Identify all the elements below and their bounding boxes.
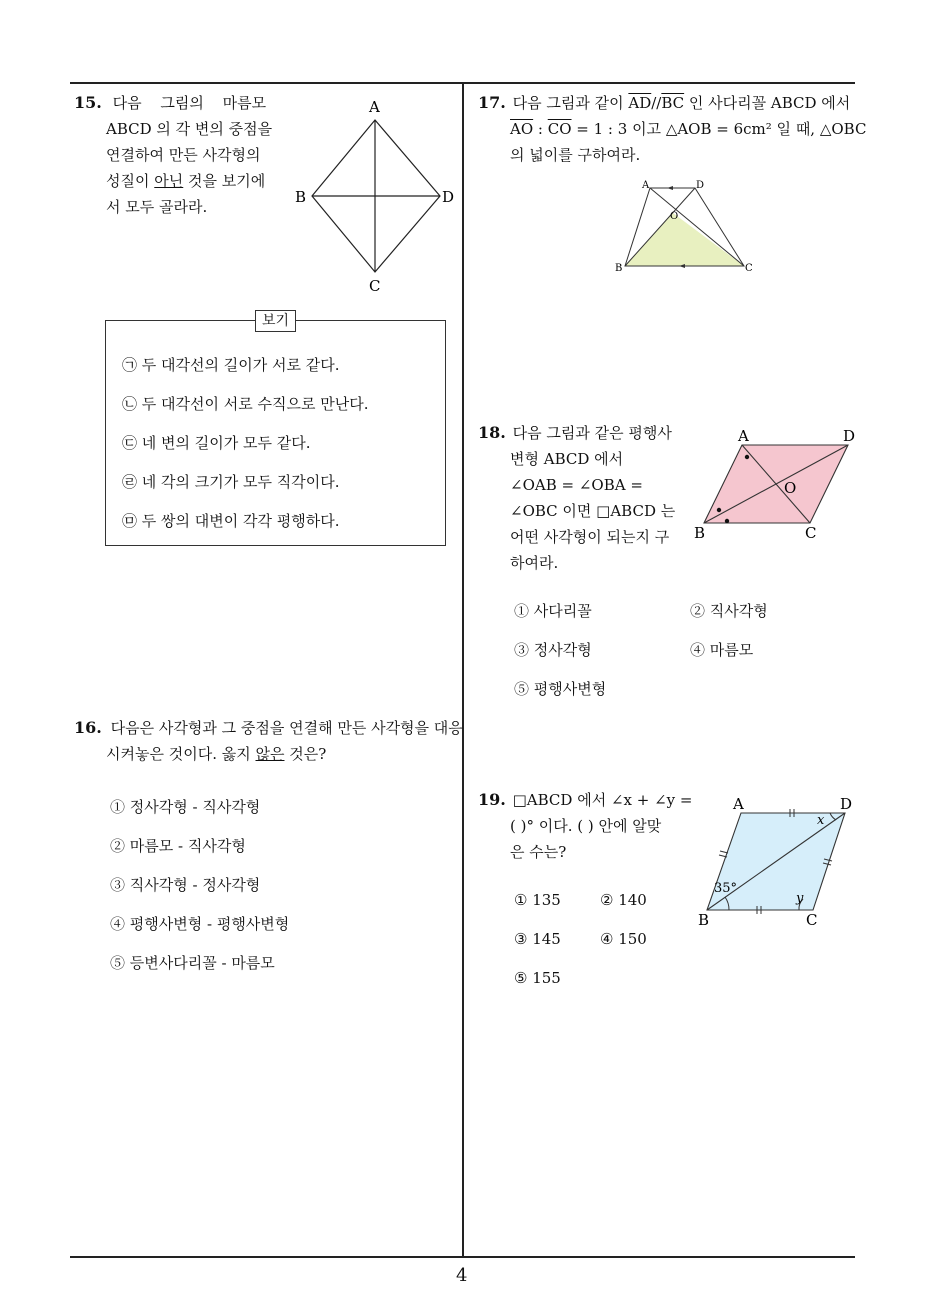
triangle-obc <box>625 213 744 266</box>
answer-option[interactable]: ① 정사각형 - 직사각형 <box>110 798 261 816</box>
answer-option[interactable]: ⑤ 155 <box>514 969 561 987</box>
example-item: ㉢ 네 변의 길이가 모두 같다. <box>122 434 311 452</box>
question-text: 다음 그림과 같은 평행사 <box>512 424 672 442</box>
label-d: D <box>696 180 705 191</box>
question-number: 17. <box>478 93 506 112</box>
angle-x-label: x <box>817 813 825 828</box>
parallel-sign: // <box>651 94 662 112</box>
angle-dot-icon <box>725 519 729 523</box>
question-text: 다음은 사각형과 그 중점을 연결해 만든 사각형을 대응 <box>110 719 463 737</box>
question-text: = 1 : 3 이고 △AOB = 6cm² 일 때, △OBC <box>571 120 867 138</box>
angle-dot-icon <box>717 508 721 512</box>
question-text: 시켜놓은 것이다. 옳지 <box>106 745 251 763</box>
question-text: ABCD 의 각 변의 중점을 <box>106 120 273 138</box>
answer-option[interactable]: ⑤ 평행사변형 <box>514 680 607 698</box>
answer-option[interactable]: ① 135 <box>514 891 561 909</box>
answer-option[interactable]: ③ 정사각형 <box>514 641 592 659</box>
label-d: D <box>442 188 455 206</box>
label-o: O <box>670 211 679 222</box>
label-a: A <box>733 795 744 813</box>
label-a: A <box>642 180 650 191</box>
answer-option[interactable]: ② 마름모 - 직사각형 <box>110 837 246 855</box>
question-text: 하여라. <box>510 554 559 572</box>
question-number: 18. <box>478 423 506 442</box>
answer-option[interactable]: ③ 직사각형 - 정사각형 <box>110 876 261 894</box>
example-item: ㉤ 두 쌍의 대변이 각각 평행하다. <box>122 512 340 530</box>
label-c: C <box>806 911 818 929</box>
question-text: 서 모두 골라라. <box>106 198 208 216</box>
angle-y-label: y <box>796 891 804 906</box>
answer-option[interactable]: ① 사다리꼴 <box>514 602 592 620</box>
label-c: C <box>745 263 753 274</box>
label-b: B <box>694 524 706 542</box>
emphasis-text: 않은 <box>255 745 285 763</box>
question-text: ( )° 이다. ( ) 안에 알맞 <box>510 817 662 835</box>
label-b: B <box>295 188 307 206</box>
question-text: 변형 ABCD 에서 <box>510 450 624 468</box>
question-text: ∠OAB = ∠OBA = <box>510 476 643 494</box>
label-c: C <box>369 277 381 295</box>
answer-option[interactable]: ② 직사각형 <box>690 602 768 620</box>
question-text: 다음 그림의 마름모 <box>112 94 267 112</box>
label-a: A <box>738 427 749 445</box>
parallelogram-figure <box>693 793 863 933</box>
label-d: D <box>840 795 853 813</box>
segment-ad: $\overline{AD}$ <box>628 94 652 112</box>
question-number: 16. <box>74 718 102 737</box>
question-text: 것은? <box>289 745 327 763</box>
emphasis-text: 아닌 <box>154 172 184 190</box>
question-text: 연결하여 만든 사각형의 <box>106 146 261 164</box>
question-number: 19. <box>478 790 506 809</box>
rhombus-figure <box>290 95 460 295</box>
question-text: ∠OBC 이면 □ABCD 는 <box>510 502 676 520</box>
segment-ao: $\overline{AO}$ <box>510 120 534 138</box>
question-text: 성질이 <box>106 172 150 190</box>
parallelogram-figure <box>690 425 870 550</box>
page-number: 4 <box>456 1265 468 1286</box>
example-item: ㉠ 두 대각선의 길이가 서로 같다. <box>122 356 340 374</box>
question-number: 15. <box>74 93 102 112</box>
answer-option[interactable]: ④ 평행사변형 - 평행사변형 <box>110 915 290 933</box>
column-divider <box>462 82 464 1257</box>
label-a: A <box>369 98 380 116</box>
question-text: 의 넓이를 구하여라. <box>510 146 641 164</box>
segment-bc: $\overline{BC}$ <box>661 94 685 112</box>
example-item: ㉡ 두 대각선이 서로 수직으로 만난다. <box>122 395 369 413</box>
question-text: 어떤 사각형이 되는지 구 <box>510 528 670 546</box>
parallel-arrow-icon <box>667 186 673 190</box>
angle-dot-icon <box>745 455 749 459</box>
answer-option[interactable]: ⑤ 등변사다리꼴 - 마름모 <box>110 954 275 972</box>
label-o: O <box>784 479 797 497</box>
question-text: 다음 그림과 같이 <box>512 94 624 112</box>
question-text: 것을 보기에 <box>188 172 266 190</box>
label-b: B <box>698 911 710 929</box>
question-text: 은 수는? <box>510 843 567 861</box>
example-box-title: 보기 <box>255 310 296 332</box>
question-text: : <box>533 120 548 138</box>
example-item: ㉣ 네 각의 크기가 모두 직각이다. <box>122 473 340 491</box>
question-text: 인 사다리꼴 ABCD 에서 <box>688 94 851 112</box>
answer-option[interactable]: ④ 150 <box>600 930 647 948</box>
question-text: □ABCD 에서 ∠x + ∠y = <box>512 791 693 809</box>
label-d: D <box>843 427 856 445</box>
answer-option[interactable]: ④ 마름모 <box>690 641 754 659</box>
angle-35-label: 35° <box>714 881 738 896</box>
trapezoid-figure <box>610 178 760 278</box>
answer-option[interactable]: ② 140 <box>600 891 647 909</box>
segment-co: $\overline{CO}$ <box>547 120 572 138</box>
answer-option[interactable]: ③ 145 <box>514 930 561 948</box>
label-b: B <box>615 263 623 274</box>
bottom-rule <box>70 1256 855 1258</box>
label-c: C <box>805 524 817 542</box>
